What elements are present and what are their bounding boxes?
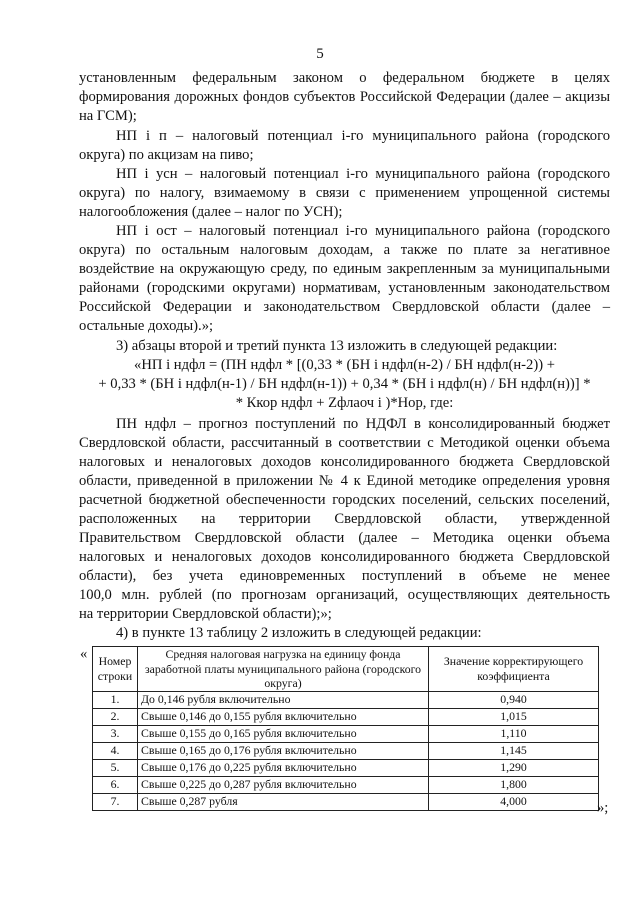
row-number: 1. [93, 691, 138, 708]
text-line: установленным федеральным законом о федеральном бюджете в целях [79, 70, 610, 86]
tax-load-range: Свыше 0,165 до 0,176 рубля включительно [138, 742, 429, 759]
text-line: налогообложения (далее – налог по УСН); [79, 204, 343, 220]
coefficient-value: 1,110 [429, 725, 599, 742]
text-line: ПН ндфл – прогноз поступлений по НДФЛ в консолидированный бюджет [116, 416, 610, 432]
header-tax-load: Средняя налоговая нагрузка на единицу фонда заработной платы муниципального района (городского округа) [138, 647, 429, 692]
tax-load-range: Свыше 0,146 до 0,155 рубля включительно [138, 708, 429, 725]
text-line: области, приведенной в приложении № 4 к Единой методике определения уровня [79, 473, 610, 489]
text-line: округа) по налогу, взимаемому в связи с применением упрощенной системы [79, 185, 610, 201]
table-open-quote: « [80, 646, 88, 662]
text-line: Свердловской области, рассчитанный в соответствии с Методикой оценки объема [79, 435, 610, 451]
formula-line: * Ккор ндфл + Zфлаоч i )*Нор, где: [235, 395, 454, 411]
text-line: районами (городскими округами) нормативам, установленным законодательством [79, 280, 610, 296]
text-line: НП i п – налоговый потенциал i-го муниципального района (городского [116, 128, 610, 144]
tax-load-range: Свыше 0,176 до 0,225 рубля включительно [138, 759, 429, 776]
row-number: 2. [93, 708, 138, 725]
row-number: 3. [93, 725, 138, 742]
coefficient-table [92, 646, 599, 811]
table-row [93, 725, 599, 742]
row-number: 6. [93, 776, 138, 793]
text-line: Правительством Свердловской области (далее – Методика оценки объема [79, 530, 610, 546]
header-row-number: Номер строки [93, 647, 138, 692]
formula-line: + 0,33 * (БН i ндфл(н-1) / БН ндфл(н-1)) + 0,34 * (БН i ндфл(н) / БН ндфл(н))] * [98, 376, 591, 392]
text-line: налоговых и неналоговых доходов консолидированного бюджета Свердловской [79, 454, 610, 470]
text-line: формирования дорожных фондов субъектов Российской Федерации (далее – акцизы [79, 89, 610, 105]
text-line: расположенных на территории Свердловской области, утвержденной [79, 511, 610, 527]
text-line: 4) в пункте 13 таблицу 2 изложить в следующей редакции: [116, 625, 482, 641]
text-line: 100,0 млн. рублей (по прогнозам организаций, осуществляющих деятельность [79, 587, 610, 603]
tax-load-range: До 0,146 рубля включительно [138, 691, 429, 708]
table-row [93, 708, 599, 725]
text-line: округа) по акцизам на пиво; [79, 147, 254, 163]
text-line: расчетной бюджетной обеспеченности городских поселений, сельских поселений, [79, 492, 610, 508]
tax-load-range: Свыше 0,155 до 0,165 рубля включительно [138, 725, 429, 742]
coefficient-value: 1,800 [429, 776, 599, 793]
table-row [93, 759, 599, 776]
formula-line: «НП i ндфл = (ПН ндфл * [(0,33 * (БН i ндфл(н-2) / БН ндфл(н-2)) + [134, 357, 555, 373]
header-coefficient: Значение корректирующего коэффициента [429, 647, 599, 692]
table-row [93, 793, 599, 810]
table-header-row [93, 647, 599, 692]
row-number: 5. [93, 759, 138, 776]
row-number: 4. [93, 742, 138, 759]
table-row [93, 742, 599, 759]
text-line: налоговых и неналоговых доходов консолидированного бюджета Свердловской [79, 549, 610, 565]
text-line: НП i ост – налоговый потенциал i-го муниципального района (городского [116, 223, 610, 239]
coefficient-value: 0,940 [429, 691, 599, 708]
coefficient-value: 1,015 [429, 708, 599, 725]
page-number: 5 [316, 46, 324, 62]
coefficient-value: 1,290 [429, 759, 599, 776]
text-line: округа) по остальным налоговым доходам, а также по плате за негативное [79, 242, 610, 258]
text-line: 3) абзацы второй и третий пункта 13 изложить в следующей редакции: [116, 338, 558, 354]
tax-load-range: Свыше 0,287 рубля [138, 793, 429, 810]
text-line: Российской Федерации и законодательством Свердловской области (далее – [79, 299, 610, 315]
table-close-quote: »; [597, 800, 609, 816]
text-line: области), без учета единовременных поступлений в объеме не менее [79, 568, 610, 584]
text-line: остальные доходы).»; [79, 318, 214, 334]
text-line: воздействие на окружающую среду, по единым закрепленным за муниципальными [79, 261, 610, 277]
coefficient-value: 4,000 [429, 793, 599, 810]
table-row [93, 691, 599, 708]
text-line: НП i усн – налоговый потенциал i-го муниципального района (городского [116, 166, 610, 182]
row-number: 7. [93, 793, 138, 810]
text-line: на территории Свердловской области);»; [79, 606, 332, 622]
table-row [93, 776, 599, 793]
tax-load-range: Свыше 0,225 до 0,287 рубля включительно [138, 776, 429, 793]
text-line: на ГСМ); [79, 108, 137, 124]
coefficient-value: 1,145 [429, 742, 599, 759]
